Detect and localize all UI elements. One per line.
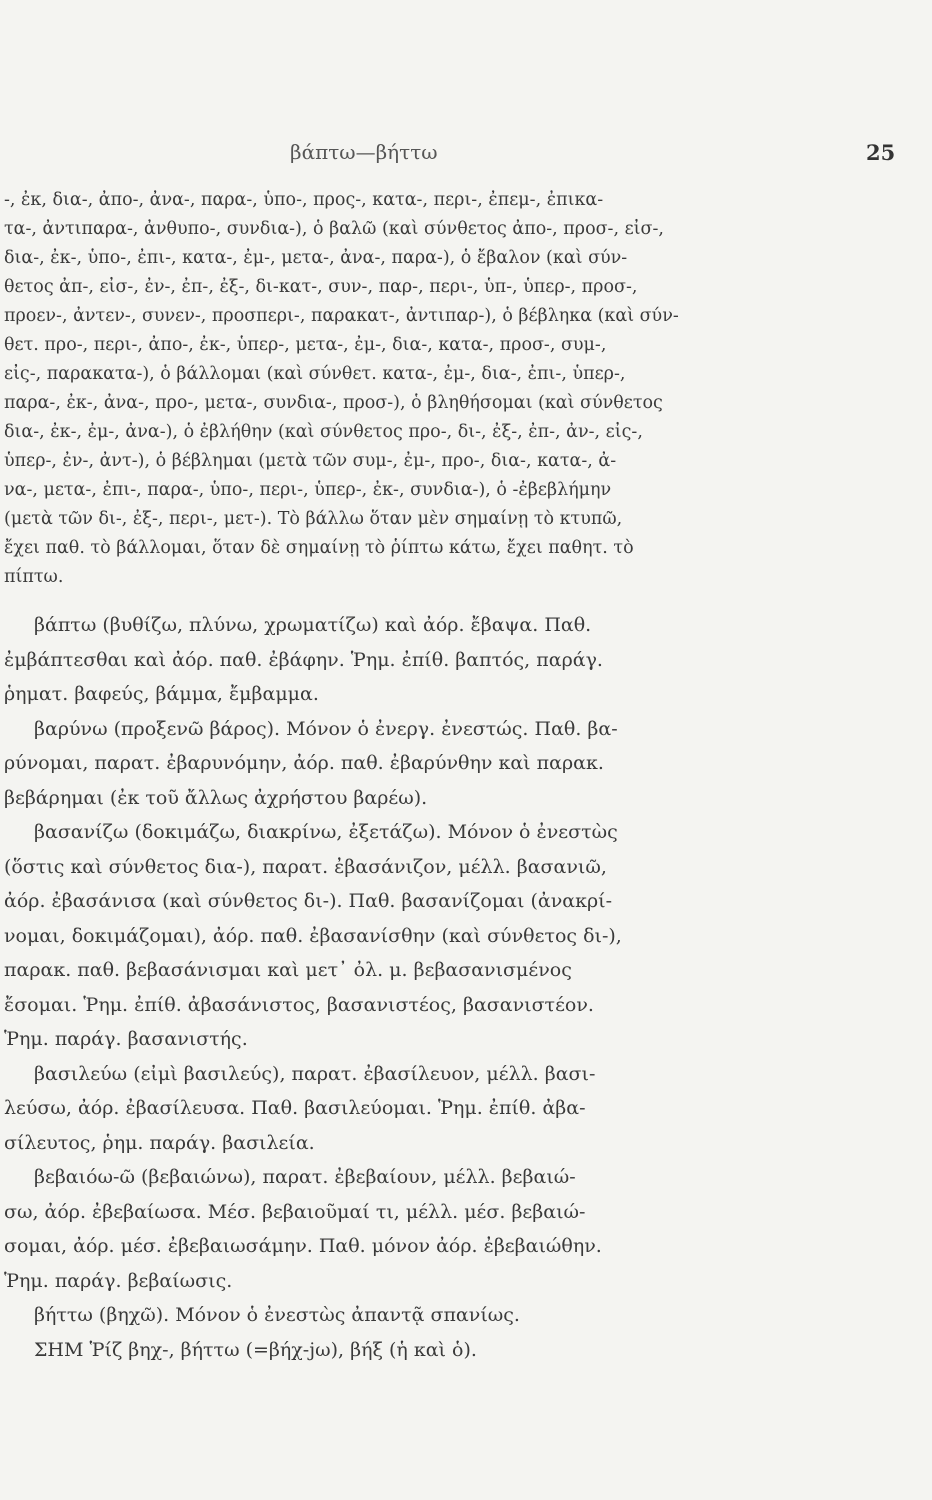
entry-headline: βαρύνω (προξενῶ βάρος). Μόνον ὁ ἐνεργ. ἐνεστώς. Παθ. βα- (34, 717, 618, 740)
continued-paragraph (4, 186, 914, 592)
text-line: ἔχει παθ. τὸ βάλλομαι, ὅταν δὲ σημαίνῃ τὸ ῥίπτω κάτω, ἔχει παθητ. τὸ (4, 538, 634, 558)
text-line: ρύνομαι, παρατ. ἐβαρυνόμην, ἀόρ. παθ. ἐβαρύνθην καὶ παρακ. (4, 752, 604, 774)
text-line: σίλευτος, ῥημ. παράγ. βασιλεία. (4, 1131, 315, 1154)
text-line: -, ἐκ, δια-, ἀπο-, ἀνα-, παρα-, ὑπο-, προς-, κατα-, περι-, ἐπεμ-, ἐπικα- (4, 190, 604, 210)
running-head: βάπτω—βήττω (290, 140, 438, 164)
text-line: ῥηματ. βαφεύς, βάμμα, ἔμβαμμα. (4, 683, 319, 705)
text-line: Ῥημ. παράγ. βεβαίωσις. (4, 1269, 233, 1292)
text-line: ἀόρ. ἐβασάνισα (καὶ σύνθετος δι-). Παθ. βασανίζομαι (ἀνακρί- (4, 890, 613, 912)
entry-headline: βάπτω (βυθίζω, πλύνω, χρωματίζω) καὶ ἀόρ. ἔβαψα. Παθ. (34, 614, 592, 636)
text-line: νομαι, δοκιμάζομαι), ἀόρ. παθ. ἐβασανίσθην (καὶ σύνθετος δι-), (4, 924, 622, 947)
text-line: εἰς-, παρακατα-), ὁ βάλλομαι (καὶ σύνθετ. κατα-, ἐμ-, δια-, ἐπι-, ὑπερ-, (4, 364, 626, 384)
text-line: λεύσω, ἀόρ. ἐβασίλευσα. Παθ. βασιλεύομαι. Ῥημ. ἐπίθ. ἀβα- (4, 1097, 586, 1119)
entry-bebaioo (4, 1160, 914, 1298)
text-line: τα-, ἀντιπαρα-, ἀνθυπο-, συνδια-), ὁ βαλῶ (καὶ σύνθετος ἀπο-, προσ-, εἰσ-, (4, 219, 664, 239)
entry-headline: βασανίζω (δοκιμάζω, διακρίνω, ἐξετάζω). Μόνον ὁ ἐνεστὼς (34, 821, 618, 843)
entry-headline: βασιλεύω (εἰμὶ βασιλεύς), παρατ. ἐβασίλευον, μέλλ. βασι- (34, 1062, 596, 1085)
text-line: ἔσομαι. Ῥημ. ἐπίθ. ἀβασάνιστος, βασανιστέος, βασανιστέον. (4, 993, 594, 1016)
text-line: ἐμβάπτεσθαι καὶ ἀόρ. παθ. ἐβάφην. Ῥημ. ἐπίθ. βαπτός, παράγ. (4, 648, 603, 671)
page-number: 25 (866, 140, 896, 165)
text-line: θετ. προ-, περι-, ἀπο-, ἐκ-, ὑπερ-, μετα-, ἐμ-, δια-, κατα-, προσ-, συμ-, (4, 335, 607, 355)
text-line: δια-, ἐκ-, ὑπο-, ἐπι-, κατα-, ἐμ-, μετα-, ἀνα-, παρα-), ὁ ἔβαλον (καὶ σύν- (4, 248, 628, 268)
page-header (0, 140, 932, 174)
text-line: προεν-, ἀντεν-, συνεν-, προσπερι-, παρακατ-, ἀντιπαρ-), ὁ βέβληκα (καὶ σύν- (4, 306, 679, 326)
text-line: παρα-, ἐκ-, ἀνα-, προ-, μετα-, συνδια-, προσ-), ὁ βληθήσομαι (καὶ σύνθετος (4, 393, 663, 413)
text-line: παρακ. παθ. βεβασάνισμαι καὶ μετ᾽ ὀλ. μ. βεβασανισμένος (4, 959, 572, 981)
entry-headline: βεβαιόω-ῶ (βεβαιώνω), παρατ. ἐβεβαίουν, μέλλ. βεβαιώ- (34, 1166, 576, 1188)
entry-basileuo (4, 1057, 914, 1161)
note-line: ΣΗΜ Ῥίζ βηχ-, βήττω (=βήχ-jω), βήξ (ἡ καὶ ὁ). (34, 1338, 477, 1361)
text-line: να-, μετα-, ἐπι-, παρα-, ὑπο-, περι-, ὑπερ-, ἐκ-, συνδια-), ὁ -ἐβεβλήμην (4, 480, 612, 500)
text-line: (μετὰ τῶν δι-, ἐξ-, περι-, μετ-). Τὸ βάλλω ὅταν μὲν σημαίνῃ τὸ κτυπῶ, (4, 509, 623, 529)
text-line: πίπτω. (4, 567, 64, 587)
text-line: βεβάρημαι (ἐκ τοῦ ἄλλως ἀχρήστου βαρέω). (4, 786, 428, 809)
text-line: θετος ἀπ-, εἰσ-, ἐν-, ἐπ-, ἐξ-, δι-κατ-, συν-, παρ-, περι-, ὑπ-, ὑπερ-, προσ-, (4, 277, 638, 297)
page-body (4, 186, 914, 1367)
text-line: σομαι, ἀόρ. μέσ. ἐβεβαιωσάμην. Παθ. μόνον ἀόρ. ἐβεβαιώθην. (4, 1235, 602, 1257)
text-line: ὑπερ-, ἐν-, ἀντ-), ὁ βέβλημαι (μετὰ τῶν συμ-, ἐμ-, προ-, δια-, κατα-, ἀ- (4, 451, 617, 471)
text-line: δια-, ἐκ-, ἐμ-, ἀνα-), ὁ ἐβλήθην (καὶ σύνθετος προ-, δι-, ἐξ-, ἐπ-, ἀν-, εἰς-, (4, 422, 643, 442)
text-line: σω, ἀόρ. ἐβεβαίωσα. Μέσ. βεβαιοῦμαί τι, μέλλ. μέσ. βεβαιώ- (4, 1200, 586, 1223)
text-line: (ὅστις καὶ σύνθετος δια-), παρατ. ἐβασάνιζον, μέλλ. βασανιῶ, (4, 855, 607, 878)
entry-bitto (4, 1298, 914, 1367)
entry-bapto (4, 608, 914, 712)
entry-basanizo (4, 815, 914, 1057)
entry-headline: βήττω (βηχῶ). Μόνον ὁ ἐνεστὼς ἀπαντᾷ σπανίως. (34, 1304, 520, 1326)
entry-baryno (4, 712, 914, 816)
text-line: Ῥημ. παράγ. βασανιστής. (4, 1028, 248, 1050)
